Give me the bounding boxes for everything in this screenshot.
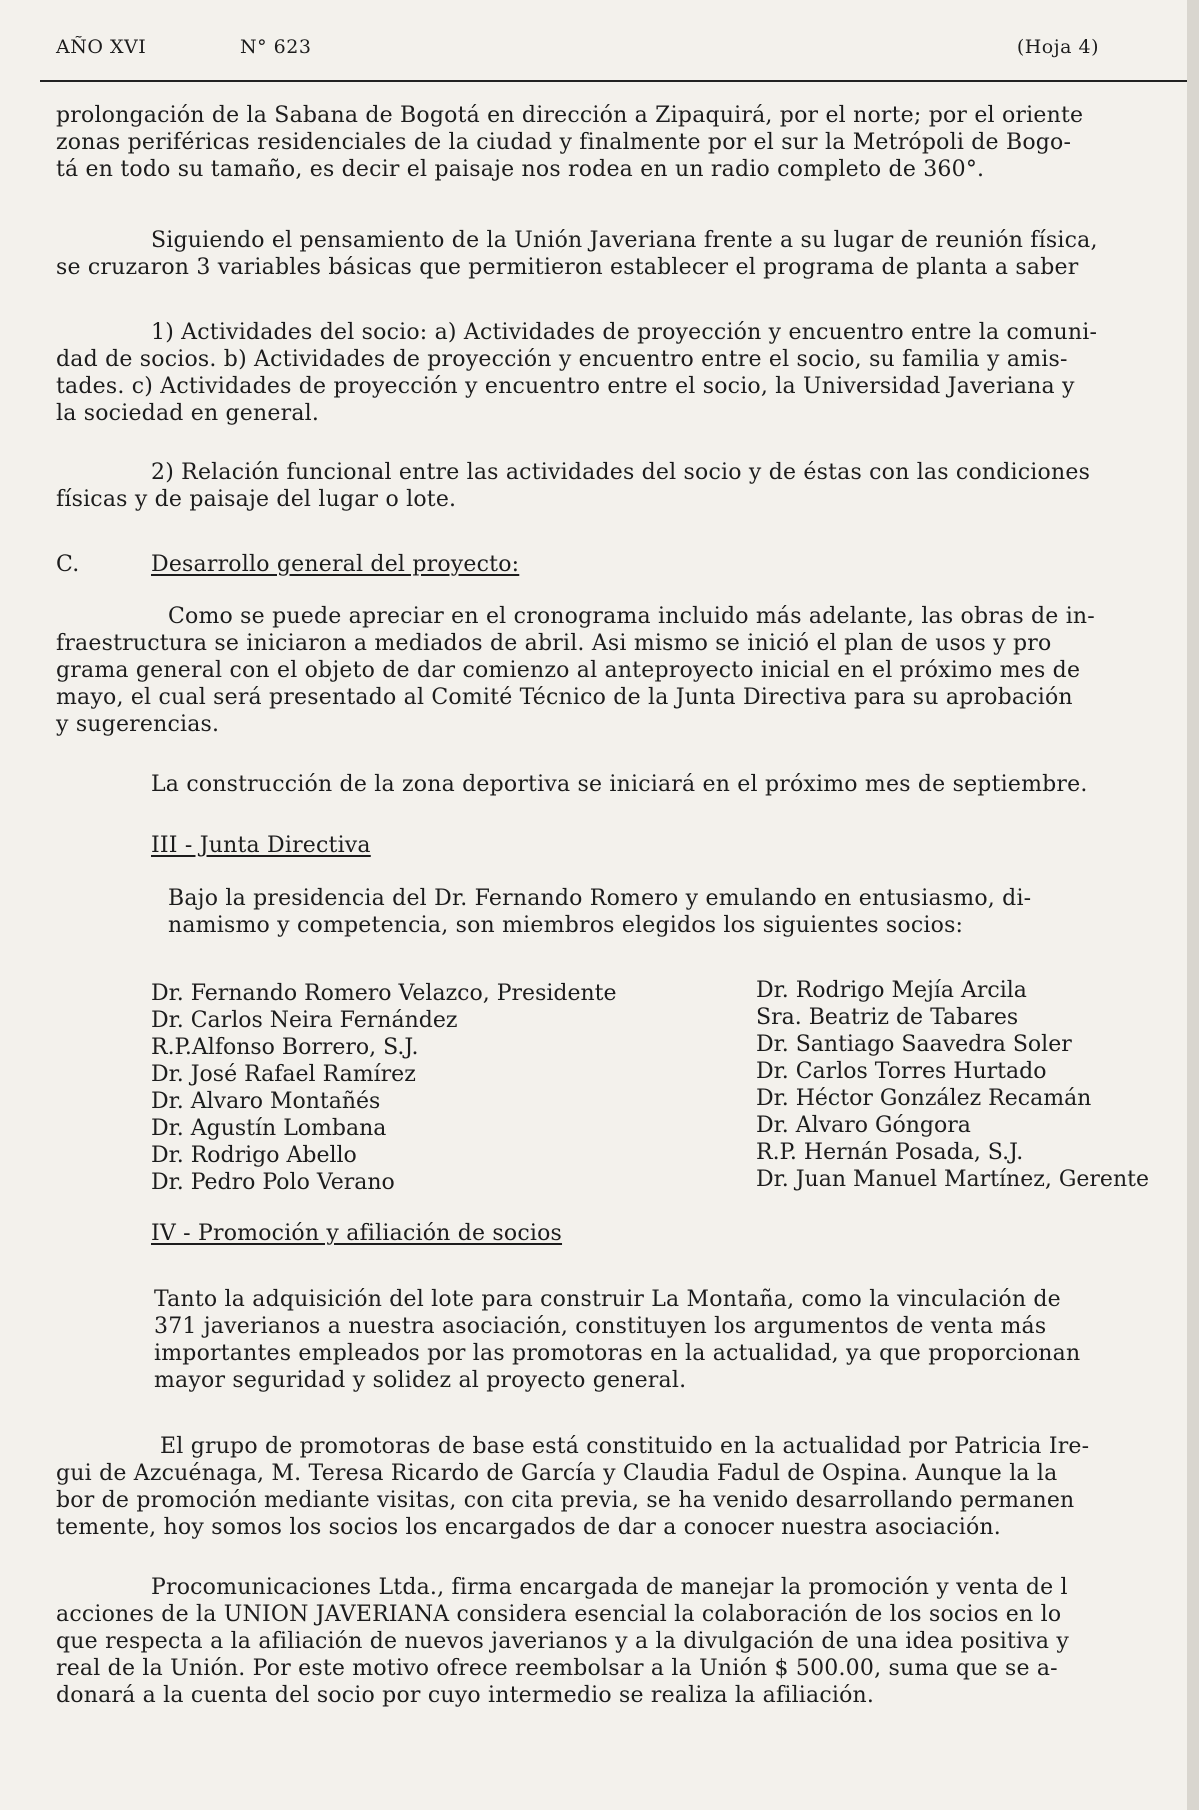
paragraph-line: y sugerencias. — [56, 712, 220, 737]
member-name: Dr. Alvaro Góngora — [756, 1113, 971, 1138]
intro-line: prolongación de la Sabana de Bogotá en dirección a Zipaquirá, por el norte; por el oriente — [56, 103, 1084, 128]
member-name: R.P.Alfonso Borrero, S.J. — [151, 1035, 419, 1060]
list-item-line: dad de socios. b) Actividades de proyección y encuentro entre el socio, su familia y amis- — [56, 347, 1068, 372]
paragraph-line: fraestructura se iniciaron a mediados de abril. Asi mismo se inició el plan de usos y pro — [56, 631, 1052, 656]
paragraph-line: se cruzaron 3 variables básicas que permitieron establecer el programa de planta a saber — [56, 255, 1079, 280]
paragraph-line: importantes empleados por las promotoras en la actualidad, ya que proporcionan — [154, 1341, 1081, 1366]
paragraph-line: donará a la cuenta del socio por cuyo intermedio se realiza la afiliación. — [56, 1683, 875, 1708]
list-item-line: físicas y de paisaje del lugar o lote. — [56, 487, 457, 512]
header-year: AÑO XVI — [56, 36, 147, 58]
member-name: Dr. Pedro Polo Verano — [151, 1170, 395, 1195]
paragraph-line: gui de Azcuénaga, M. Teresa Ricardo de García y Claudia Fadul de Ospina. Aunque la la — [56, 1461, 1058, 1486]
member-name: Dr. Carlos Torres Hurtado — [756, 1059, 1047, 1084]
member-name: Dr. Fernando Romero Velazco, Presidente — [151, 981, 617, 1006]
members-list-left — [151, 980, 617, 1196]
section-title: Desarrollo general del proyecto: — [151, 552, 520, 577]
member-name: Dr. José Rafael Ramírez — [151, 1062, 416, 1087]
section-letter: C. — [56, 552, 80, 577]
paragraph-line: La construcción de la zona deportiva se iniciará en el próximo mes de septiembre. — [151, 772, 1088, 797]
paragraph-line: mayor seguridad y solidez al proyecto general. — [154, 1368, 687, 1393]
member-name: Dr. Juan Manuel Martínez, Gerente — [756, 1167, 1149, 1192]
member-name: Dr. Alvaro Montañés — [151, 1089, 381, 1114]
paragraph-line: acciones de la UNION JAVERIANA considera esencial la colaboración de los socios en lo — [56, 1602, 1062, 1627]
page-header — [56, 36, 1159, 62]
section-title: III - Junta Directiva — [151, 833, 371, 858]
member-name: Dr. Agustín Lombana — [151, 1116, 387, 1141]
paragraph-line: Procomunicaciones Ltda., firma encargada de manejar la promoción y venta de l — [151, 1575, 1068, 1600]
paragraph-line: Bajo la presidencia del Dr. Fernando Romero y emulando en entusiasmo, di- — [168, 886, 1032, 911]
section-title: IV - Promoción y afiliación de socios — [151, 1221, 563, 1246]
page-edge-shadow — [1187, 0, 1199, 1810]
header-rule — [40, 80, 1192, 82]
paragraph-line: El grupo de promotoras de base está constituido en la actualidad por Patricia Ire- — [160, 1434, 1090, 1459]
header-number: N° 623 — [240, 36, 312, 58]
paragraph-line: Siguiendo el pensamiento de la Unión Javeriana frente a su lugar de reunión física, — [151, 228, 1098, 253]
list-item-line: la sociedad en general. — [56, 401, 320, 426]
paragraph-line: mayo, el cual será presentado al Comité Técnico de la Junta Directiva para su aprobación — [56, 685, 1073, 710]
members-list-right — [756, 977, 1149, 1193]
paragraph-line: real de la Unión. Por este motivo ofrece reembolsar a la Unión $ 500.00, suma que se a- — [56, 1656, 1058, 1681]
list-item-line: 2) Relación funcional entre las actividades del socio y de éstas con las condiciones — [151, 460, 1091, 485]
member-name: Dr. Rodrigo Mejía Arcila — [756, 978, 1027, 1003]
member-name: Dr. Carlos Neira Fernández — [151, 1008, 458, 1033]
paragraph-line: que respecta a la afiliación de nuevos javerianos y a la divulgación de una idea positiva y — [56, 1629, 1070, 1654]
intro-line: zonas periféricas residenciales de la ciudad y finalmente por el sur la Metrópoli de Bogo- — [56, 130, 1072, 155]
paragraph-line: Como se puede apreciar en el cronograma incluido más adelante, las obras de in- — [168, 604, 1095, 629]
paragraph-line: 371 javerianos a nuestra asociación, constituyen los argumentos de venta más — [154, 1314, 1047, 1339]
member-name: R.P. Hernán Posada, S.J. — [756, 1140, 1024, 1165]
paragraph-line: namismo y competencia, son miembros elegidos los siguientes socios: — [168, 913, 964, 938]
intro-line: tá en todo su tamaño, es decir el paisaje nos rodea en un radio completo de 360°. — [56, 157, 985, 182]
member-name: Dr. Santiago Saavedra Soler — [756, 1032, 1072, 1057]
member-name: Sra. Beatriz de Tabares — [756, 1005, 1019, 1030]
paragraph-line: grama general con el objeto de dar comienzo al anteproyecto inicial en el próximo mes de — [56, 658, 1081, 683]
member-name: Dr. Héctor González Recamán — [756, 1086, 1092, 1111]
list-item-line: 1) Actividades del socio: a) Actividades de proyección y encuentro entre la comuni- — [151, 320, 1098, 345]
member-name: Dr. Rodrigo Abello — [151, 1143, 357, 1168]
header-sheet: (Hoja 4) — [1016, 36, 1099, 58]
paragraph-line: temente, hoy somos los socios los encargados de dar a conocer nuestra asociación. — [56, 1515, 1001, 1540]
list-item-line: tades. c) Actividades de proyección y encuentro entre el socio, la Universidad Javeriana y — [56, 374, 1075, 399]
paragraph-line: Tanto la adquisición del lote para construir La Montaña, como la vinculación de — [154, 1287, 1061, 1312]
paragraph-line: bor de promoción mediante visitas, con cita previa, se ha venido desarrollando permanen — [56, 1488, 1075, 1513]
